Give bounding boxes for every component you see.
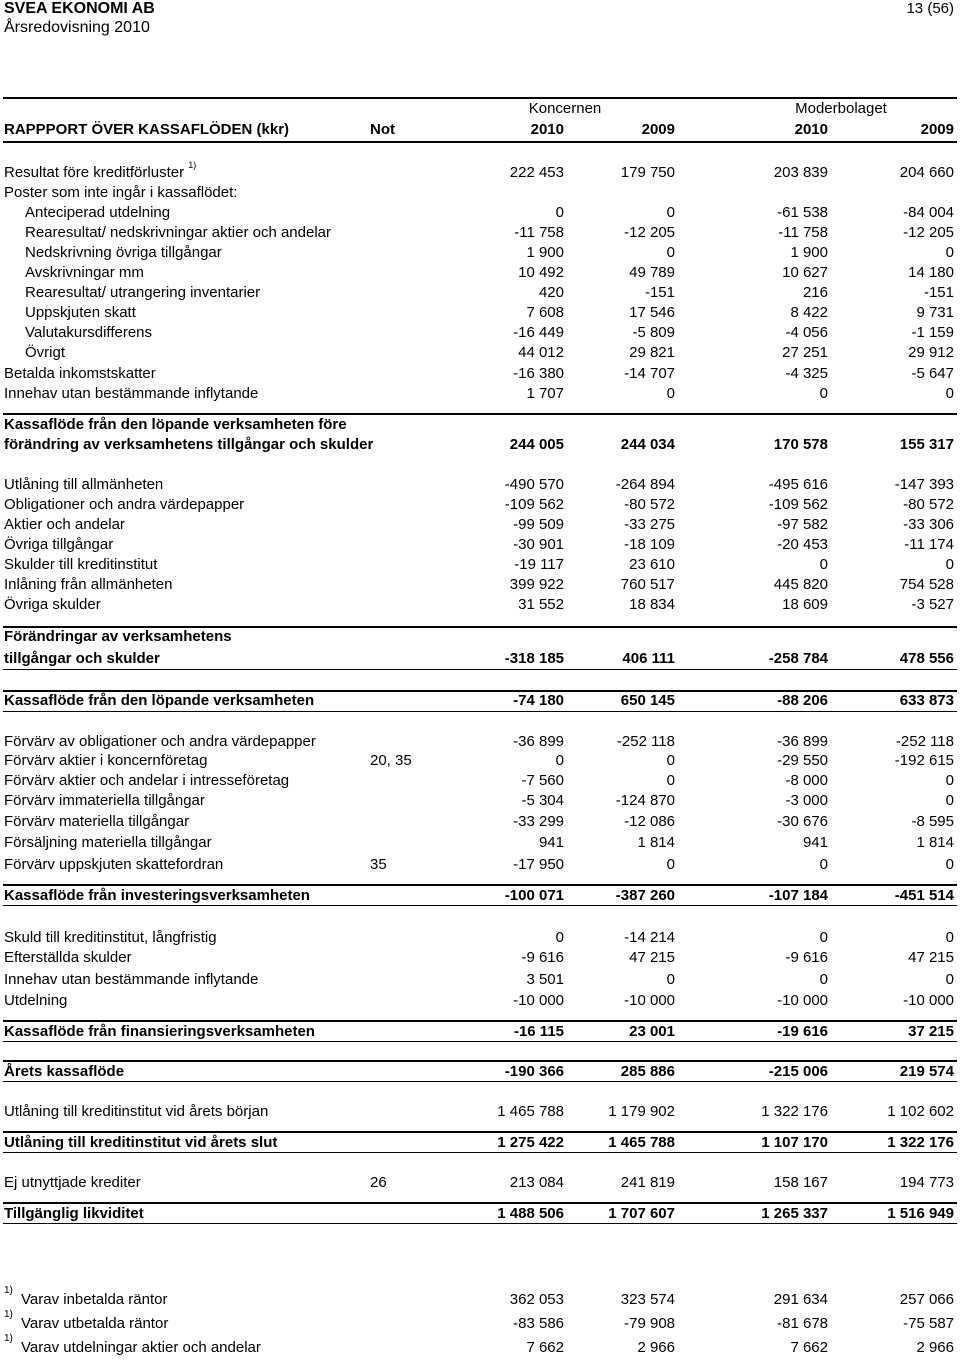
amount-cell: -264 894 [615, 476, 675, 493]
year-header: 2009 [641, 121, 675, 138]
amount-cell: -8 000 [785, 772, 828, 789]
amount-cell: 0 [555, 752, 564, 769]
amount-cell: 244 005 [509, 436, 564, 453]
footnote-amount: 2 966 [916, 1339, 954, 1356]
footnote-label: Varav utdelningar aktier och andelar [21, 1339, 261, 1356]
amount-cell: -30 676 [777, 813, 828, 830]
amount-cell: 37 215 [908, 1023, 954, 1040]
section-rule [3, 884, 957, 886]
amount-cell: 0 [555, 929, 564, 946]
footnote-amount: 2 966 [637, 1339, 675, 1356]
amount-cell: 18 609 [782, 596, 828, 613]
amount-cell: 7 608 [526, 304, 564, 321]
amount-cell: -9 616 [521, 949, 564, 966]
amount-cell: 222 453 [509, 164, 564, 181]
amount-cell: -192 615 [894, 752, 954, 769]
amount-cell: -490 570 [504, 476, 564, 493]
amount-cell: 478 556 [899, 650, 954, 667]
amount-cell: 27 251 [782, 344, 828, 361]
amount-cell: 18 834 [629, 596, 675, 613]
footnote-label: Varav utbetalda räntor [21, 1315, 169, 1332]
amount-cell: -61 538 [777, 204, 828, 221]
row-label: Uppskjuten skatt [25, 304, 136, 321]
amount-cell: 1 488 506 [497, 1205, 564, 1222]
amount-cell: 49 789 [629, 264, 675, 281]
section-rule [3, 1041, 957, 1042]
amount-cell: -318 185 [504, 650, 564, 667]
amount-cell: -11 758 [778, 224, 828, 241]
row-label: Utlåning till allmänheten [4, 476, 164, 493]
amount-cell: 23 001 [629, 1023, 675, 1040]
section-rule [3, 626, 957, 628]
row-label: Utlåning till kreditinstitut vid årets början [4, 1103, 269, 1120]
company-name: SVEA EKONOMI AB [4, 0, 155, 17]
row-label: Inlåning från allmänheten [4, 576, 173, 593]
note-reference: 35 [370, 856, 387, 873]
amount-cell: 219 574 [899, 1063, 954, 1080]
amount-cell: 633 873 [899, 692, 954, 709]
section-rule [3, 1223, 957, 1224]
amount-cell: -5 647 [911, 365, 954, 382]
row-label: Förändringar av verksamhetens [4, 628, 232, 645]
amount-cell: 285 886 [620, 1063, 675, 1080]
amount-cell: -8 595 [911, 813, 954, 830]
footnote-marker: 1) [4, 1309, 13, 1320]
footnote-label: Varav inbetalda räntor [21, 1291, 168, 1308]
amount-cell: -9 616 [785, 949, 828, 966]
note-reference: 26 [370, 1174, 387, 1191]
amount-cell: 0 [819, 856, 828, 873]
amount-cell: 216 [802, 284, 828, 301]
row-label: Tillgänglig likviditet [4, 1205, 144, 1222]
row-label: Övrigt [25, 344, 66, 361]
section-rule [3, 1081, 957, 1082]
amount-cell: -97 582 [777, 516, 828, 533]
amount-cell: 1 322 176 [887, 1134, 954, 1151]
row-label: Obligationer och andra värdepapper [4, 496, 245, 513]
amount-cell: -258 784 [768, 650, 828, 667]
footnote-marker: 1) [4, 1333, 13, 1344]
row-label: förändring av verksamhetens tillgångar och skulder [4, 436, 374, 453]
row-label: Avskrivningar mm [25, 264, 144, 281]
amount-cell: 14 180 [908, 264, 954, 281]
section-rule [3, 711, 957, 712]
row-label: Innehav utan bestämmande inflytande [4, 971, 259, 988]
amount-cell: -11 758 [514, 224, 564, 241]
amount-cell: 244 034 [620, 436, 675, 453]
footnote-amount: 362 053 [509, 1291, 564, 1308]
row-label: Utlåning till kreditinstitut vid årets slut [4, 1134, 278, 1151]
amount-cell: 31 552 [518, 596, 564, 613]
amount-cell: 1 516 949 [887, 1205, 954, 1222]
row-label: Övriga skulder [4, 596, 101, 613]
amount-cell: -30 901 [513, 536, 564, 553]
section-rule [3, 669, 957, 670]
amount-cell: 1 265 337 [761, 1205, 828, 1222]
row-label: Innehav utan bestämmande inflytande [4, 385, 259, 402]
footnote-amount: -75 587 [903, 1315, 954, 1332]
amount-cell: -17 950 [513, 856, 564, 873]
amount-cell: 170 578 [773, 436, 828, 453]
report-subtitle: Årsredovisning 2010 [4, 19, 150, 36]
section-rule [3, 1152, 957, 1153]
amount-cell: 0 [819, 929, 828, 946]
note-reference: 20, 35 [370, 752, 412, 769]
amount-cell: 194 773 [899, 1174, 954, 1191]
header-rule [3, 97, 957, 99]
row-label: Förvärv aktier i koncernföretag [4, 752, 208, 769]
amount-cell: -12 205 [903, 224, 954, 241]
amount-cell: -10 000 [624, 992, 675, 1009]
amount-cell: -18 109 [624, 536, 675, 553]
row-label: Rearesultat/ utrangering inventarier [25, 284, 261, 301]
amount-cell: 1 107 170 [761, 1134, 828, 1151]
section-rule [3, 905, 957, 906]
amount-cell: -109 562 [768, 496, 828, 513]
amount-cell: -107 184 [768, 887, 828, 904]
amount-cell: 650 145 [620, 692, 675, 709]
amount-cell: -495 616 [768, 476, 828, 493]
amount-cell: -80 572 [624, 496, 675, 513]
row-label: Förvärv immateriella tillgångar [4, 792, 205, 809]
row-label: Anteciperad utdelning [25, 204, 171, 221]
amount-cell: -3 527 [911, 596, 954, 613]
amount-cell: 10 492 [518, 264, 564, 281]
amount-cell: 1 707 607 [608, 1205, 675, 1222]
row-label: Försäljning materiella tillgångar [4, 834, 212, 851]
amount-cell: -16 115 [513, 1023, 564, 1040]
row-label: Skuld till kreditinstitut, långfristig [4, 929, 217, 946]
amount-cell: 1 707 [526, 385, 564, 402]
row-label: Aktier och andelar [4, 516, 125, 533]
section-rule [3, 1060, 957, 1062]
amount-cell: 0 [555, 204, 564, 221]
footnote-amount: 291 634 [773, 1291, 828, 1308]
amount-cell: 9 731 [916, 304, 954, 321]
amount-cell: -3 000 [785, 792, 828, 809]
row-label: Valutakursdifferens [25, 324, 153, 341]
footnote-amount: -81 678 [777, 1315, 828, 1332]
row-label: Nedskrivning övriga tillgångar [25, 244, 222, 261]
amount-cell: 0 [945, 556, 954, 573]
section-rule [3, 1020, 957, 1022]
amount-cell: -10 000 [903, 992, 954, 1009]
amount-cell: -109 562 [504, 496, 564, 513]
amount-cell: -451 514 [894, 887, 954, 904]
amount-cell: 3 501 [526, 971, 564, 988]
amount-cell: 420 [538, 284, 564, 301]
row-label: tillgångar och skulder [4, 650, 160, 667]
amount-cell: 0 [666, 244, 675, 261]
amount-cell: -16 449 [513, 324, 564, 341]
amount-cell: -4 056 [785, 324, 828, 341]
year-header: 2010 [530, 121, 564, 138]
amount-cell: 213 084 [509, 1174, 564, 1191]
table-title: RAPPPORT ÖVER KASSAFLÖDEN (kkr) [4, 121, 290, 138]
amount-cell: 1 322 176 [761, 1103, 828, 1120]
amount-cell: 1 814 [637, 834, 675, 851]
amount-cell: 47 215 [908, 949, 954, 966]
amount-cell: -36 899 [777, 733, 828, 750]
section-rule [3, 413, 957, 415]
amount-cell: 0 [666, 971, 675, 988]
year-header: 2010 [794, 121, 828, 138]
footnote-marker: 1) [188, 160, 197, 170]
row-label: Kassaflöde från den löpande verksamheten [4, 692, 315, 709]
amount-cell: -10 000 [513, 992, 564, 1009]
amount-cell: -16 380 [513, 365, 564, 382]
amount-cell: -4 325 [785, 365, 828, 382]
amount-cell: -88 206 [777, 692, 828, 709]
amount-cell: 0 [819, 556, 828, 573]
amount-cell: 241 819 [620, 1174, 675, 1191]
row-label: Betalda inkomstskatter [4, 365, 156, 382]
amount-cell: 754 528 [899, 576, 954, 593]
amount-cell: 1 275 422 [497, 1134, 564, 1151]
amount-cell: -5 304 [521, 792, 564, 809]
amount-cell: 203 839 [773, 164, 828, 181]
amount-cell: 179 750 [620, 164, 675, 181]
amount-cell: -33 306 [903, 516, 954, 533]
amount-cell: 158 167 [773, 1174, 828, 1191]
amount-cell: -252 118 [895, 733, 954, 750]
amount-cell: 29 821 [629, 344, 675, 361]
amount-cell: 399 922 [509, 576, 564, 593]
row-label: Förvärv uppskjuten skattefordran [4, 856, 224, 873]
row-label: Förvärv aktier och andelar i intresseföretag [4, 772, 290, 789]
amount-cell: 0 [945, 385, 954, 402]
amount-cell: -19 616 [777, 1023, 828, 1040]
amount-cell: -20 453 [777, 536, 828, 553]
row-label: Resultat före kreditförluster $^{1)}$ [4, 160, 197, 181]
section-rule [3, 1202, 957, 1204]
year-header: 2009 [920, 121, 954, 138]
amount-cell: -33 275 [624, 516, 675, 533]
footnote-amount: 323 574 [620, 1291, 675, 1308]
amount-cell: 0 [666, 752, 675, 769]
amount-cell: -12 086 [624, 813, 675, 830]
amount-cell: -151 [644, 284, 675, 301]
row-label: Årets kassaflöde [4, 1063, 125, 1080]
amount-cell: 204 660 [899, 164, 954, 181]
amount-cell: -124 870 [615, 792, 675, 809]
row-label: Kassaflöde från finansieringsverksamheten [4, 1023, 315, 1040]
footnote-amount: 7 662 [526, 1339, 564, 1356]
footnote-amount: -83 586 [513, 1315, 564, 1332]
amount-cell: 1 814 [916, 834, 954, 851]
amount-cell: 1 179 902 [608, 1103, 675, 1120]
section-rule [3, 690, 957, 692]
amount-cell: 155 317 [899, 436, 954, 453]
amount-cell: -29 550 [777, 752, 828, 769]
amount-cell: 0 [666, 204, 675, 221]
section-rule [3, 1131, 957, 1133]
amount-cell: 406 111 [622, 650, 675, 667]
row-label: Rearesultat/ nedskrivningar aktier och andelar [25, 224, 331, 241]
amount-cell: 0 [666, 385, 675, 402]
group-header-moderbolaget: Moderbolaget [795, 100, 887, 117]
amount-cell: -1 159 [911, 324, 954, 341]
footnote-amount: -79 908 [624, 1315, 675, 1332]
row-label: Kassaflöde från investeringsverksamheten [4, 887, 310, 904]
amount-cell: -147 393 [894, 476, 954, 493]
footnote-marker: 1) [4, 1285, 13, 1296]
amount-cell: -10 000 [777, 992, 828, 1009]
row-label: Kassaflöde från den löpande verksamheten före [4, 416, 347, 433]
amount-cell: 0 [819, 385, 828, 402]
amount-cell: 1 465 788 [497, 1103, 564, 1120]
amount-cell: -100 071 [504, 887, 564, 904]
amount-cell: 23 610 [629, 556, 675, 573]
amount-cell: 44 012 [518, 344, 564, 361]
amount-cell: -19 117 [514, 556, 564, 573]
amount-cell: 29 912 [908, 344, 954, 361]
amount-cell: -33 299 [513, 813, 564, 830]
amount-cell: 941 [802, 834, 828, 851]
amount-cell: 0 [666, 772, 675, 789]
amount-cell: 0 [945, 971, 954, 988]
row-label: Övriga tillgångar [4, 536, 114, 553]
amount-cell: -84 004 [903, 204, 954, 221]
amount-cell: -99 509 [513, 516, 564, 533]
footnote-amount: 7 662 [790, 1339, 828, 1356]
amount-cell: 8 422 [790, 304, 828, 321]
amount-cell: 0 [945, 856, 954, 873]
amount-cell: 0 [945, 792, 954, 809]
amount-cell: -14 214 [624, 929, 675, 946]
amount-cell: -252 118 [616, 733, 675, 750]
amount-cell: -11 174 [904, 536, 954, 553]
amount-cell: 0 [945, 244, 954, 261]
row-label: Utdelning [4, 992, 68, 1009]
amount-cell: 0 [666, 856, 675, 873]
amount-cell: -36 899 [513, 733, 564, 750]
amount-cell: -14 707 [624, 365, 675, 382]
amount-cell: 47 215 [629, 949, 675, 966]
footnote-amount: 257 066 [899, 1291, 954, 1308]
row-label: Skulder till kreditinstitut [4, 556, 158, 573]
amount-cell: 760 517 [620, 576, 675, 593]
amount-cell: 941 [538, 834, 564, 851]
amount-cell: -80 572 [903, 496, 954, 513]
amount-cell: -190 366 [504, 1063, 564, 1080]
not-column-header: Not [370, 121, 395, 138]
amount-cell: -387 260 [615, 887, 675, 904]
header-bottom-rule [3, 141, 957, 143]
amount-cell: 17 546 [629, 304, 675, 321]
amount-cell: 1 102 602 [887, 1103, 954, 1120]
amount-cell: 1 900 [790, 244, 828, 261]
amount-cell: 0 [945, 929, 954, 946]
page-number: 13 (56) [906, 0, 954, 17]
amount-cell: 0 [819, 971, 828, 988]
amount-cell: 10 627 [782, 264, 828, 281]
amount-cell: -74 180 [513, 692, 564, 709]
row-label: Förvärv materiella tillgångar [4, 813, 190, 830]
amount-cell: 1 465 788 [608, 1134, 675, 1151]
row-label: Poster som inte ingår i kassaflödet: [4, 184, 238, 201]
row-label: Efterställda skulder [4, 949, 132, 966]
row-label: Ej utnyttjade krediter [4, 1174, 141, 1191]
amount-cell: -7 560 [521, 772, 564, 789]
row-label: Förvärv av obligationer och andra värdepapper [4, 733, 316, 750]
amount-cell: -215 006 [768, 1063, 828, 1080]
amount-cell: -12 205 [624, 224, 675, 241]
amount-cell: -5 809 [632, 324, 675, 341]
amount-cell: -151 [923, 284, 954, 301]
amount-cell: 1 900 [526, 244, 564, 261]
amount-cell: 0 [945, 772, 954, 789]
group-header-koncernen: Koncernen [528, 100, 602, 117]
amount-cell: 445 820 [773, 576, 828, 593]
